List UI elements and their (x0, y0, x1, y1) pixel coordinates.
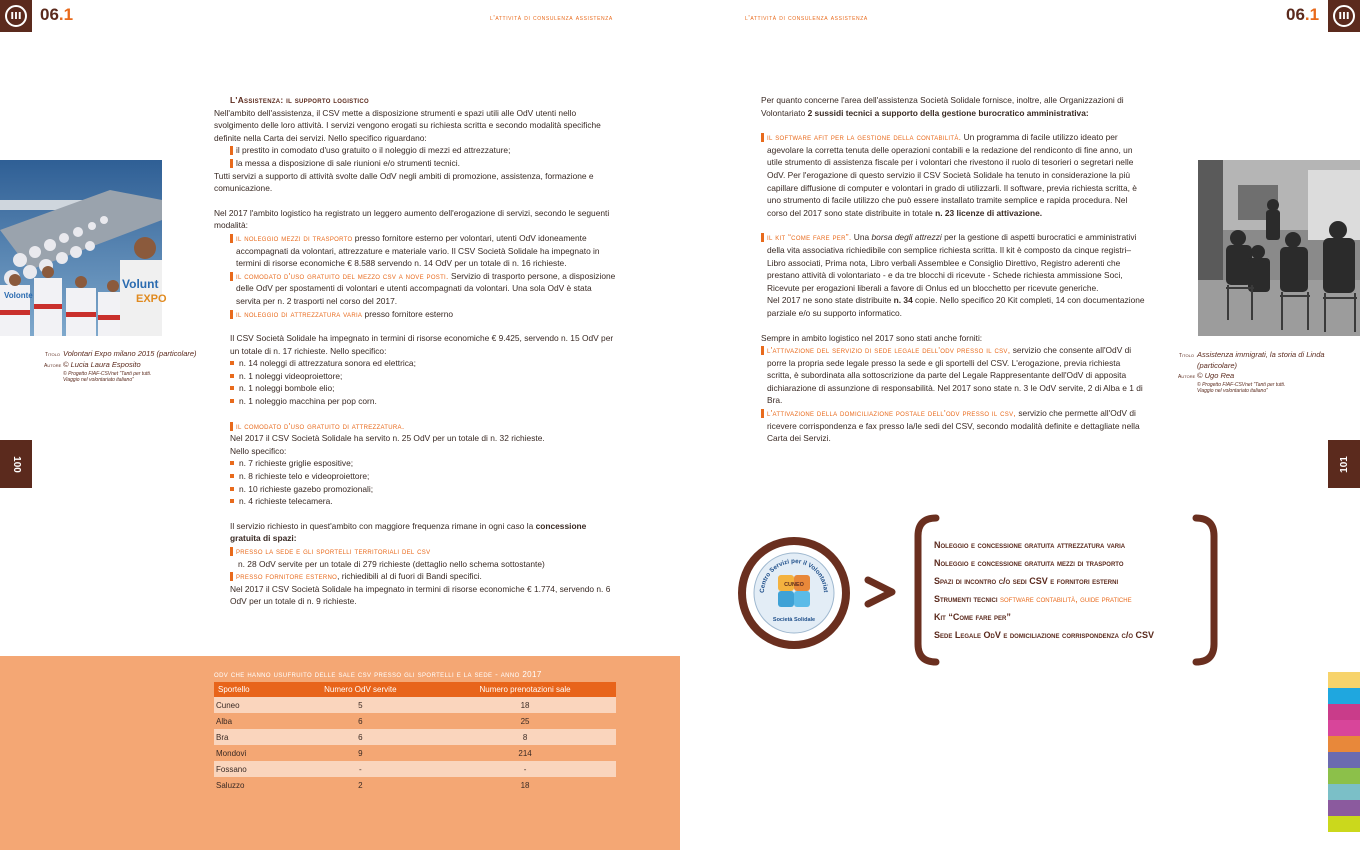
list-item: la messa a disposizione di sale riunioni e/o strumenti tecnici. (230, 157, 618, 170)
svg-text:EXPO: EXPO (136, 293, 167, 305)
list-item: il noleggio mezzi di trasporto presso fornitore esterno per volontari, utenti OdV idoneamente accompagnati da volontari, attrezzature e materiale vario. Il CSV Società Solidale ha impegnato in termini di risorse economiche € 8.588 servendo n. 14 OdV per un totale di n. 16 richieste. (230, 232, 618, 270)
paragraph: Tutti servizi a supporto di attività svolte dalle OdV negli ambiti di promozione, assistenza, formazione e comunicazione. (214, 170, 594, 194)
table-row: Cuneo 5 18 (214, 697, 616, 713)
color-swatch (1328, 688, 1360, 704)
logo-center-text: CUNEO (784, 582, 804, 588)
list-item: n. 8 richieste telo e videoproiettore; (230, 470, 618, 483)
list-item: il kit “come fare per”. Una borsa degli attrezzi per la gestione di aspetti burocratici e amministrativi della vita associativa richiedibile con semplice richiesta scritta. Il kit è composto da cinque registri– Libro associati, Prima nota, Libro verbali Assemblee e Consiglio Direttivo, Registro aderenti che prestano attività di volontariato - e da tre blocchi di ricevute - Schede richiesta ammissione Soci, Ricevute per erogazioni liberali a favore di Onlus ed un blocchetto per ricevute generiche. (761, 231, 1145, 294)
table-row: Saluzzo 2 18 (214, 777, 616, 793)
column-header: Sportello (214, 682, 287, 697)
right-bracket (1192, 514, 1220, 671)
service-item: Noleggio e concessione gratuita mezzi di trasporto (934, 558, 1124, 568)
paragraph: n. 28 OdV servite per un totale di 279 richieste (dettaglio nello schema sottostante) (238, 558, 545, 569)
list-item: n. 7 richieste griglie espositive; (230, 457, 618, 470)
paragraph: Nel 2017 il CSV Società Solidale ha servito n. 25 OdV per un totale di n. 32 richieste. (230, 433, 545, 444)
color-swatch (1328, 816, 1360, 832)
photo-caption: Titolo Volontari Expo milano 2015 (particolare) Autore © Lucia Laura Esposito © Progetto FIAF-CSVnet “Tanti per tutti. Viaggio nel volontariato italiano” (44, 349, 197, 383)
column-header: Numero prenotazioni sale (434, 682, 616, 697)
logo-bottom-text: Società Solidale (772, 617, 816, 623)
service-item: Spazi di incontro c/o sedi CSV e fornitori esterni (934, 576, 1119, 586)
paragraph: Nello specifico: (230, 445, 287, 456)
paragraph: Nel 2017 il CSV Società Solidale ha impegnato in termini di risorse economiche € 1.774, servendo n. 6 OdV per un totale di n. 9 richieste. (230, 583, 611, 607)
list-item: n. 14 noleggi di attrezzatura sonora ed elettrica; (230, 357, 618, 370)
chapter-number: 06.1 (40, 5, 74, 24)
list-item: n. 1 noleggi videoproiettore; (230, 370, 618, 383)
paragraph: Il CSV Società Solidale ha impegnato in termini di risorse economiche € 9.425, servendo n. 15 OdV per un totale di n. 17 richieste. Nello specifico: (230, 333, 614, 356)
chevron-right-icon (864, 576, 898, 613)
table-row: Alba 6 25 (214, 713, 616, 729)
page-number-tab: 100 (0, 440, 32, 488)
list-item: n. 10 richieste gazebo promozionali; (230, 483, 618, 496)
page-number-tab: 101 (1328, 440, 1360, 488)
color-swatch (1328, 672, 1360, 688)
paragraph: Sempre in ambito logistico nel 2017 sono stati anche forniti: (761, 332, 983, 343)
table-row: Fossano - - (214, 761, 616, 777)
color-swatch (1328, 768, 1360, 784)
caption-title: Volontari Expo milano 2015 (particolare) (63, 349, 197, 358)
intro-paragraph: Per quanto concerne l'area dell'assistenza Società Solidale fornisce, inoltre, alle Organizzazioni di Volontariato 2 sussidi tecnici a supporto della gestione burocratico amministrativa: (761, 95, 1124, 118)
section-title: L'Assistenza: il supporto logistico (230, 95, 369, 105)
sportelli-table (214, 670, 616, 793)
table-row: Bra 6 8 (214, 729, 616, 745)
color-swatch (1328, 736, 1360, 752)
list-item: il prestito in comodato d'uso gratuito o il noleggio di mezzi ed attrezzature; (230, 144, 618, 157)
list-item: il software afit per la gestione della contabilità. Un programma di facile utilizzo ideato per agevolare la corretta tenuta delle operazioni contabili e la redazione del rendiconto di fine anno, un utile strumento di assistenza fiscale per i volontari che rivestono il ruolo di tesorieri o segretari nelle OdV. Per l'erogazione di questo servizio il CSV Società Solidale ha tenuto in considerazione la più capillare diffusione di computer e volontari in grado di utilizzarli. Il software, previa richiesta scritta, è uno strumento di facile utilizzo che può essere installato tramite semplice e rapida procedura. Nel corso del 2017 sono state distribuite in totale n. 23 licenze di attivazione. (761, 131, 1145, 219)
list-item: il comodato d'uso gratuito del mezzo csv a nove posti. Servizio di trasporto persone, a disposizione delle OdV per spostamenti di volontari e utenti accompagnati da volontari. Una sola OdV è stata servita per n. 2 trasporti nel corso del 2017. (230, 270, 618, 308)
caption-author: © Lucia Laura Esposito (63, 360, 141, 369)
svg-text:Volunt: Volunt (122, 277, 159, 291)
subsection-title: il comodato d'uso gratuito di attrezzatura. (230, 420, 618, 433)
list-item: n. 4 richieste telecamera. (230, 495, 618, 508)
caption-author: © Ugo Rea (1197, 371, 1235, 380)
chapter-icon (1328, 0, 1360, 32)
svg-text:Volonte: Volonte (4, 291, 33, 300)
list-item: l'attivazione del servizio di sede legale dell'odv presso il csv, servizio che consente all'OdV di porre la propria sede legale presso la sede e gli sportelli del CSV. L'erogazione, previa richiesta scritta, è subordinata alla sottoscrizione da parte del Legale Rappresentante dell'OdV di apposita dichiarazione di assunzione di responsabilità. Nel 2017 sono state n. 3 le OdV servite, 2 di Alba e 1 di Bra. (761, 344, 1145, 407)
photo-caption: Titolo Assistenza immigrati, la storia di Linda (particolare) Autore © Ugo Rea © Progetto FIAF-CSVnet “Tanti per tutti. Viaggio nel volontariato italiano” (1178, 350, 1325, 394)
paragraph: Nel 2017 ne sono state distribuite n. 34 copie. Nello specifico 20 Kit completi, 14 con documentazione parziale e/o su supporto informatico. (767, 295, 1145, 318)
service-item: Strumenti tecnici software contabilità, guide pratiche (934, 594, 1132, 604)
chapter-numeral-icon: III (1333, 5, 1355, 27)
list-item: n. 1 noleggio macchina per pop corn. (230, 395, 618, 408)
caption-title: Assistenza immigrati, la storia di Linda (1197, 350, 1325, 359)
table-row: Mondovì 9 214 (214, 745, 616, 761)
services-list (934, 540, 1196, 648)
table-title: odv che hanno usufruito delle sale csv presso gli sportelli e la sede - anno 2017 (214, 670, 542, 679)
color-swatch (1328, 752, 1360, 768)
list-item: l'attivazione della domiciliazione postale dell'odv presso il csv, servizio che permette all'OdV di ricevere corrispondenza e fax presso la/le sedi del CSV, secondo modalità definite e dettagliate nella Carta dei Servizi. (761, 407, 1145, 445)
paragraph: Nel 2017 l'ambito logistico ha registrato un leggero aumento dell'erogazione di servizi, secondo le seguenti modalità: (214, 207, 610, 231)
list-item: presso fornitore esterno, richiedibili al di fuori di Bandi specifici. (230, 570, 618, 583)
csv-logo (738, 537, 850, 649)
logo-arc-text: Centro Servizi per il Volontariat (758, 557, 830, 594)
running-head: l'attività di consulenza assistenza (745, 15, 868, 22)
list-item: n. 1 noleggi bombole elio; (230, 382, 618, 395)
service-item: Noleggio e concessione gratuita attrezzatura varia (934, 540, 1126, 550)
volunteers-photo (0, 160, 167, 336)
chapter-number: 06.1 (1286, 5, 1320, 24)
chapter-icon (0, 0, 32, 32)
color-swatch (1328, 704, 1360, 720)
column-header: Numero OdV servite (287, 682, 435, 697)
chapter-color-swatches (1328, 672, 1360, 832)
service-item: Sede Legale OdV e domiciliazione corrispondenza c/o CSV (934, 630, 1155, 640)
list-item: il noleggio di attrezzatura varia presso fornitore esterno (230, 308, 618, 321)
running-head: l'attività di consulenza assistenza (490, 15, 613, 22)
data-table (214, 682, 616, 793)
color-swatch (1328, 800, 1360, 816)
left-body-text (214, 94, 618, 608)
color-swatch (1328, 720, 1360, 736)
immigrants-photo (1198, 160, 1360, 336)
paragraph: Il servizio richiesto in quest'ambito con maggiore frequenza rimane in ogni caso la concessione gratuita di spazi: (230, 520, 587, 544)
intro-paragraph: Nell'ambito dell'assistenza, il CSV mette a disposizione strumenti e spazi utili alle OdV utenti nello svolgimento delle loro attività. I servizi vengono erogati su richiesta scritta e secondo modalità specifiche definite nella Carta dei servizi. Nello specifico riguardano: (214, 107, 601, 143)
list-item: presso la sede e gli sportelli territoriali del csv (230, 545, 618, 558)
color-swatch (1328, 784, 1360, 800)
service-item: Kit “Come fare per” (934, 612, 1011, 622)
table-header-row (214, 682, 616, 697)
chapter-numeral-icon: III (5, 5, 27, 27)
right-body-text (745, 94, 1145, 445)
